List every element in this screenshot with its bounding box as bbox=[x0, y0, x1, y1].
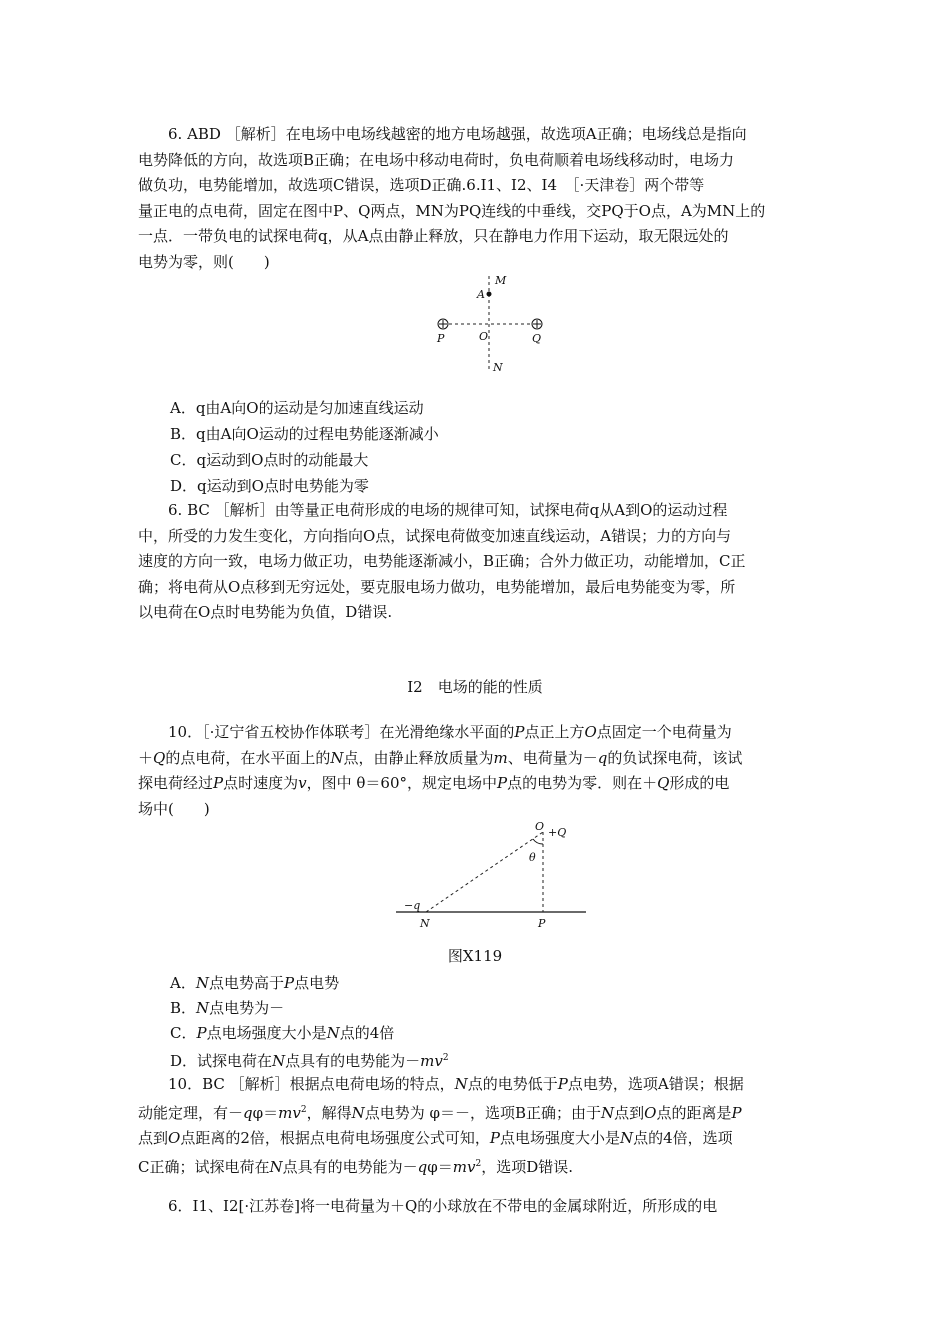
option-d: D．q运动到O点时电势能为零 bbox=[170, 477, 369, 495]
label-plus-q: +Q bbox=[548, 826, 567, 839]
label-a: A bbox=[477, 288, 485, 301]
label-theta: θ bbox=[529, 851, 536, 864]
figure-x119 bbox=[396, 818, 590, 934]
text-line: 6. ABD ［解析］在电场中电场线越密的地方电场越强，故选项A正确；电场线总是指向 bbox=[168, 125, 747, 143]
text-line: 做负功，电势能增加，故选项C错误，选项D正确.6.I1、I2、I4 ［·天津卷］两个带等 bbox=[138, 176, 705, 194]
answer-block-q10-bc bbox=[138, 1072, 818, 1180]
text-line: 以电荷在O点时电势能为负值，D错误. bbox=[138, 603, 393, 621]
text-line: 点到O点距离的2倍，根据点电荷电场强度公式可知，P点电场强度大小是N点的4倍，选项 bbox=[138, 1129, 733, 1147]
label-minus-q: −q bbox=[404, 899, 421, 912]
text-line: 电势降低的方向，故选项B正确；在电场中移动电荷时，负电荷顺着电场线移动时，电场力 bbox=[138, 150, 735, 169]
label-n: N bbox=[420, 917, 430, 930]
option-d: D．试探电荷在N点具有的电势能为$-mv^2$ bbox=[170, 1052, 449, 1070]
text-line: 一点．一带负电的试探电荷q，从A点由静止释放，只在静电力作用下运动，取无限远处的 bbox=[138, 227, 729, 245]
label-q: Q bbox=[532, 332, 542, 345]
label-n: N bbox=[493, 361, 503, 374]
option-b: B．N点电势为－ bbox=[170, 999, 285, 1017]
text-line: 10．［·辽宁省五校协作体联考］在光滑绝缘水平面的P点正上方O点固定一个电荷量为 bbox=[168, 723, 732, 741]
text-line: 量正电的点电荷，固定在图中P、Q两点，MN为PQ连线的中垂线，交PQ于O点，A为MN上的 bbox=[138, 201, 766, 220]
text-line: 中，所受的力发生变化，方向指向O点，试探电荷做变加速直线运动，A错误；力的方向与 bbox=[138, 526, 732, 545]
text-line: 电势为零，则( ) bbox=[138, 252, 270, 271]
label-p: P bbox=[437, 332, 445, 345]
option-c: C．q运动到O点时的动能最大 bbox=[170, 451, 369, 469]
question-10 bbox=[138, 720, 818, 822]
label-o: O bbox=[535, 820, 545, 833]
answer-block-q6-abd bbox=[138, 122, 818, 275]
figure-caption: 图X119 bbox=[447, 947, 503, 965]
label-o: O bbox=[479, 330, 489, 343]
text-line: 场中( ) bbox=[138, 799, 210, 818]
label-m: M bbox=[495, 274, 507, 287]
answer-block-q6-bc bbox=[138, 498, 818, 626]
text-line: 10．BC ［解析］根据点电荷电场的特点，N点的电势低于P点电势，选项A错误；根据 bbox=[168, 1075, 744, 1093]
text-line: C正确；试探电荷在N点具有的电势能为$-q\varphi=mv^2$，选项D错误. bbox=[138, 1157, 573, 1176]
text-line: 探电荷经过P点时速度为v，图中 θ＝60°，规定电场中P点的电势为零．则在＋Q形成的电 bbox=[138, 774, 730, 792]
option-a: A．q由A向O的运动是匀加速直线运动 bbox=[170, 399, 424, 417]
text-line: 确；将电荷从O点移到无穷远处，要克服电场力做功，电势能增加，最后电势能变为零，所 bbox=[138, 577, 736, 596]
option-a: A．N点电势高于P点电势 bbox=[170, 974, 340, 992]
option-c: C．P点电场强度大小是N点的4倍 bbox=[170, 1024, 395, 1042]
option-b: B．q由A向O运动的过程电势能逐渐减小 bbox=[170, 425, 439, 443]
point-a-dot bbox=[487, 292, 492, 297]
section-title: I2 电场的能的性质 bbox=[407, 678, 543, 696]
figure-charges-pq bbox=[425, 272, 555, 376]
text-line: 6. BC ［解析］由等量正电荷形成的电场的规律可知，试探电荷q从A到O的运动过程 bbox=[168, 501, 728, 519]
text-line: 动能定理，有$-q\varphi=mv^2$，解得N点电势为 φ＝－，选项B正确；由于N点到O点的距离是P bbox=[138, 1103, 742, 1122]
question-6-jiangsu bbox=[138, 1194, 818, 1220]
text-line: 6．I1、I2[·江苏卷]将一电荷量为＋Q的小球放在不带电的金属球附近，所形成的电 bbox=[168, 1197, 718, 1215]
label-p: P bbox=[538, 917, 546, 930]
text-line: ＋Q的点电荷，在水平面上的N点，由静止释放质量为m、电荷量为－q的负试探电荷，该试 bbox=[138, 748, 743, 767]
text-line: 速度的方向一致，电场力做正功，电势能逐渐减小，B正确；合外力做正功，动能增加，C正 bbox=[138, 552, 746, 570]
